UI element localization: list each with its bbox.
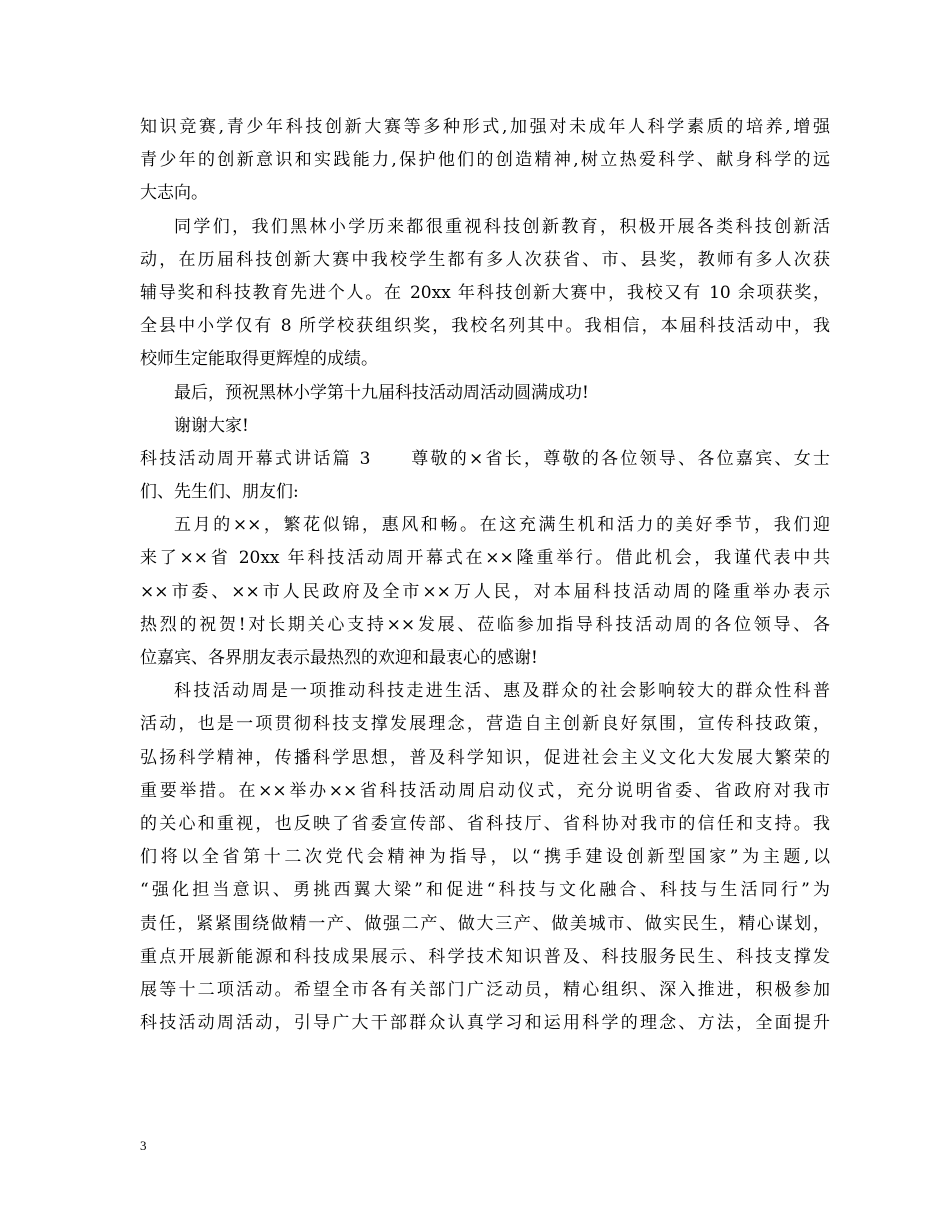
text-line: “强化担当意识、勇挑西翼大梁”和促进“科技与文化融合、科技与生活同行”为 (140, 880, 830, 901)
text-line: 科技活动周活动，引导广大干部群众认真学习和运用科学的理念、方法，全面提升 (140, 1013, 830, 1034)
body-text (140, 111, 830, 1040)
text-line: 热烈的祝贺!对长期关心支持××发展、莅临参加指导科技活动周的各位领导、各 (140, 614, 830, 635)
text-line: 青少年的创新意识和实践能力,保护他们的创造精神,树立热爱科学、献身科学的远 (140, 150, 830, 171)
text-line: 同学们，我们黑林小学历来都很重视科技创新教育，积极开展各类科技创新活 (174, 216, 830, 237)
text-line: ××市委、××市人民政府及全市××万人民，对本届科技活动周的隆重举办表示 (140, 581, 830, 602)
text-line: 责任，紧紧围绕做精一产、做强二产、做大三产、做美城市、做实民生，精心谋划， (140, 913, 830, 934)
text-line: 最后，预祝黑林小学第十九届科技活动周活动圆满成功! (174, 382, 589, 403)
text-line: 辅导奖和科技教育先进个人。在 20xx 年科技创新大赛中，我校又有 10 余项获奖， (140, 282, 830, 303)
text-line: 活动，也是一项贯彻科技支撑发展理念，营造自主创新良好氛围，宣传科技政策， (140, 714, 830, 735)
text-line: 们将以全省第十二次党代会精神为指导，以“携手建设创新型国家”为主题,以 (140, 847, 830, 868)
text-line: 动，在历届科技创新大赛中我校学生都有多人次获省、市、县奖，教师有多人次获 (140, 249, 830, 270)
text-line: 知识竞赛,青少年科技创新大赛等多种形式,加强对未成年人科学素质的培养,增强 (140, 117, 830, 137)
text-line: 重要举措。在××举办××省科技活动周启动仪式，充分说明省委、省政府对我市 (140, 780, 830, 801)
text-line: 来了××省 20xx 年科技活动周开幕式在××隆重举行。借此机会，我谨代表中共 (140, 548, 830, 569)
text-line: 弘扬科学精神，传播科学思想，普及科学知识，促进社会主义文化大发展大繁荣的 (140, 747, 830, 768)
page-number: 3 (140, 1138, 147, 1153)
text-line: 科技活动周是一项推动科技走进生活、惠及群众的社会影响较大的群众性科普 (174, 681, 830, 702)
text-line: 谢谢大家! (174, 415, 249, 436)
text-line: 展等十二项活动。希望全市各有关部门广泛动员，精心组织、深入推进，积极参加 (140, 979, 830, 1000)
text-line: 的关心和重视，也反映了省委宣传部、省科技厅、省科协对我市的信任和支持。我 (140, 813, 830, 834)
text-line: 校师生定能取得更辉煌的成绩。 (140, 349, 378, 370)
text-line: 们、先生们、朋友们: (140, 482, 299, 503)
text-line: 全县中小学仅有 8 所学校获组织奖，我校名列其中。我相信，本届科技活动中，我 (140, 316, 830, 337)
text-line: 大志向。 (140, 183, 208, 204)
text-line: 五月的××，繁花似锦，惠风和畅。在这充满生机和活力的美好季节，我们迎 (174, 515, 830, 536)
text-line: 位嘉宾、各界朋友表示最热烈的欢迎和最衷心的感谢! (140, 648, 538, 668)
text-line: 重点开展新能源和科技成果展示、科学技术知识普及、科技服务民生、科技支撑发 (140, 946, 830, 967)
section-heading-line: 科技活动周开幕式讲话篇 3 尊敬的×省长，尊敬的各位领导、各位嘉宾、女士 (140, 448, 830, 469)
